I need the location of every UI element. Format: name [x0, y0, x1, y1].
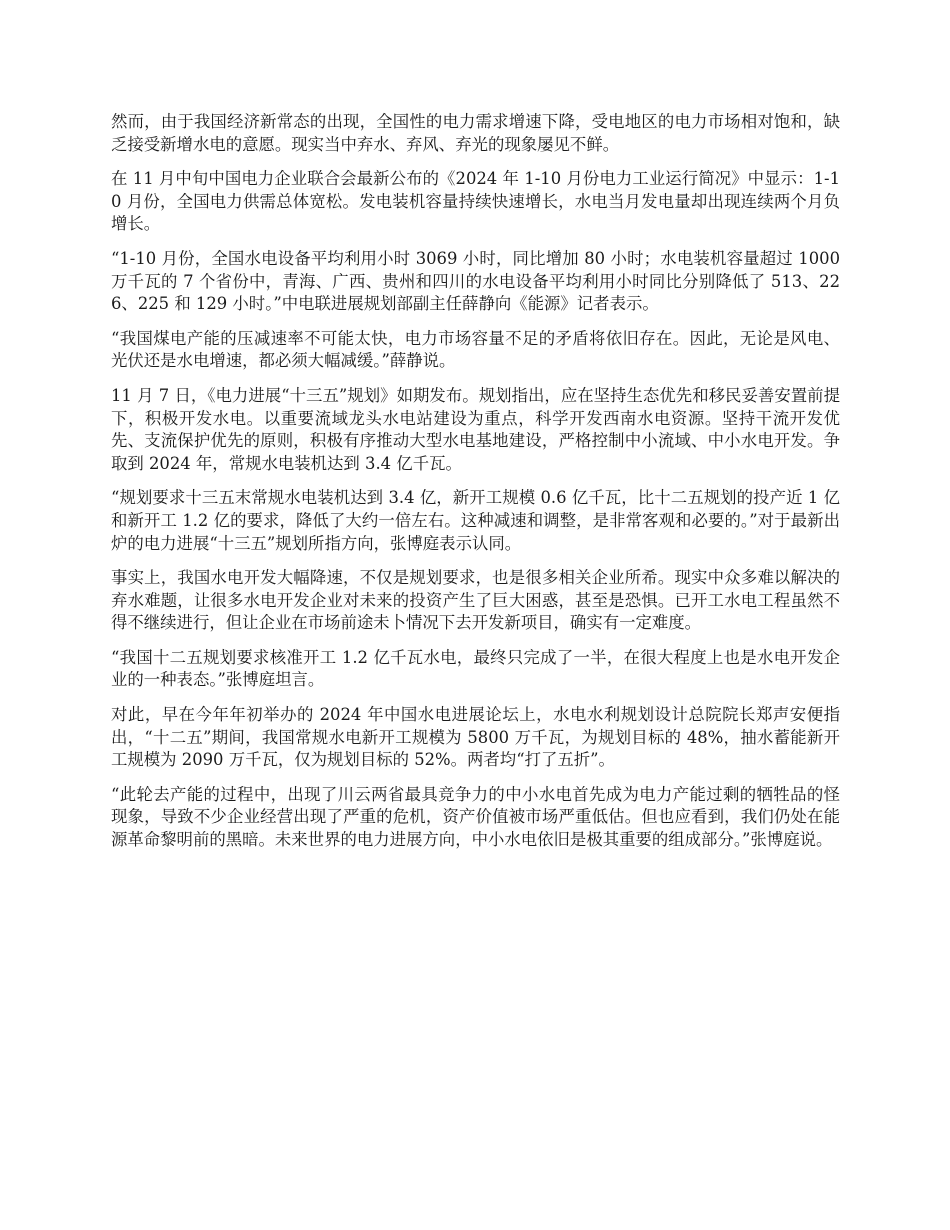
paragraph: 11 月 7 日，《电力进展“十三五”规划》如期发布。规划指出，应在坚持生态优先和移民妥善安置前提下，积极开发水电。以重要流域龙头水电站建设为重点，科学开发西南水电资源。坚持干流开发优先、支流保护优先的原则，积极有序推动大型水电基地建设，严格控制中小流域、中小水电开发。争取到 2024 年，常规水电装机达到 3.4 亿千瓦。	[111, 385, 840, 473]
paragraph: 在 11 月中旬中国电力企业联合会最新公布的《2024 年 1-10 月份电力工业运行简况》中显示：1-10 月份，全国电力供需总体宽松。发电装机容量持续快速增长，水电当月发电量却出现连续两个月负增长。	[111, 169, 840, 234]
paragraph: 事实上，我国水电开发大幅降速，不仅是规划要求，也是很多相关企业所希。现实中众多难以解决的弃水难题，让很多水电开发企业对未来的投资产生了巨大困惑，甚至是恐惧。已开工水电工程虽然不得不继续进行，但让企业在市场前途未卜情况下去开发新项目，确实有一定难度。	[111, 568, 840, 633]
paragraph: “规划要求十三五末常规水电装机达到 3.4 亿，新开工规模 0.6 亿千瓦，比十二五规划的投产近 1 亿和新开工 1.2 亿的要求，降低了大约一倍左右。这种减速和调整，是非常客观和必要的。”对于最新出炉的电力进展“十三五”规划所指方向，张博庭表示认同。	[111, 488, 840, 553]
paragraph: “我国煤电产能的压减速率不可能太快，电力市场容量不足的矛盾将依旧存在。因此，无论是风电、光伏还是水电增速，都必须大幅减缓。”薛静说。	[111, 328, 840, 371]
document-body	[111, 111, 840, 864]
paragraph: 然而，由于我国经济新常态的出现，全国性的电力需求增速下降，受电地区的电力市场相对饱和，缺乏接受新增水电的意愿。现实当中弃水、弃风、弃光的现象屡见不鲜。	[111, 112, 840, 154]
paragraph: 对此，早在今年年初举办的 2024 年中国水电进展论坛上，水电水利规划设计总院院长郑声安便指出，“十二五”期间，我国常规水电新开工规模为 5800 万千瓦，为规划目标的 48%，抽水蓄能新开工规模为 2090 万千瓦，仅为规划目标的 52%。两者均“打了五折”。	[111, 705, 840, 770]
paragraph: “1-10 月份，全国水电设备平均利用小时 3069 小时，同比增加 80 小时；水电装机容量超过 1000 万千瓦的 7 个省份中，青海、广西、贵州和四川的水电设备平均利用小时同比分别降低了 513、226、225 和 129 小时。”中电联进展规划部副主任薛静向《能源》记者表示。	[111, 248, 840, 314]
paragraph: “此轮去产能的过程中，出现了川云两省最具竞争力的中小水电首先成为电力产能过剩的牺牲品的怪现象，导致不少企业经营出现了严重的危机，资产价值被市场严重低估。但也应看到，我们仍处在能源革命黎明前的黑暗。未来世界的电力进展方向，中小水电依旧是极其重要的组成部分。”张博庭说。	[111, 784, 840, 850]
paragraph: “我国十二五规划要求核准开工 1.2 亿千瓦水电，最终只完成了一半，在很大程度上也是水电开发企业的一种表态。”张博庭坦言。	[111, 647, 840, 690]
